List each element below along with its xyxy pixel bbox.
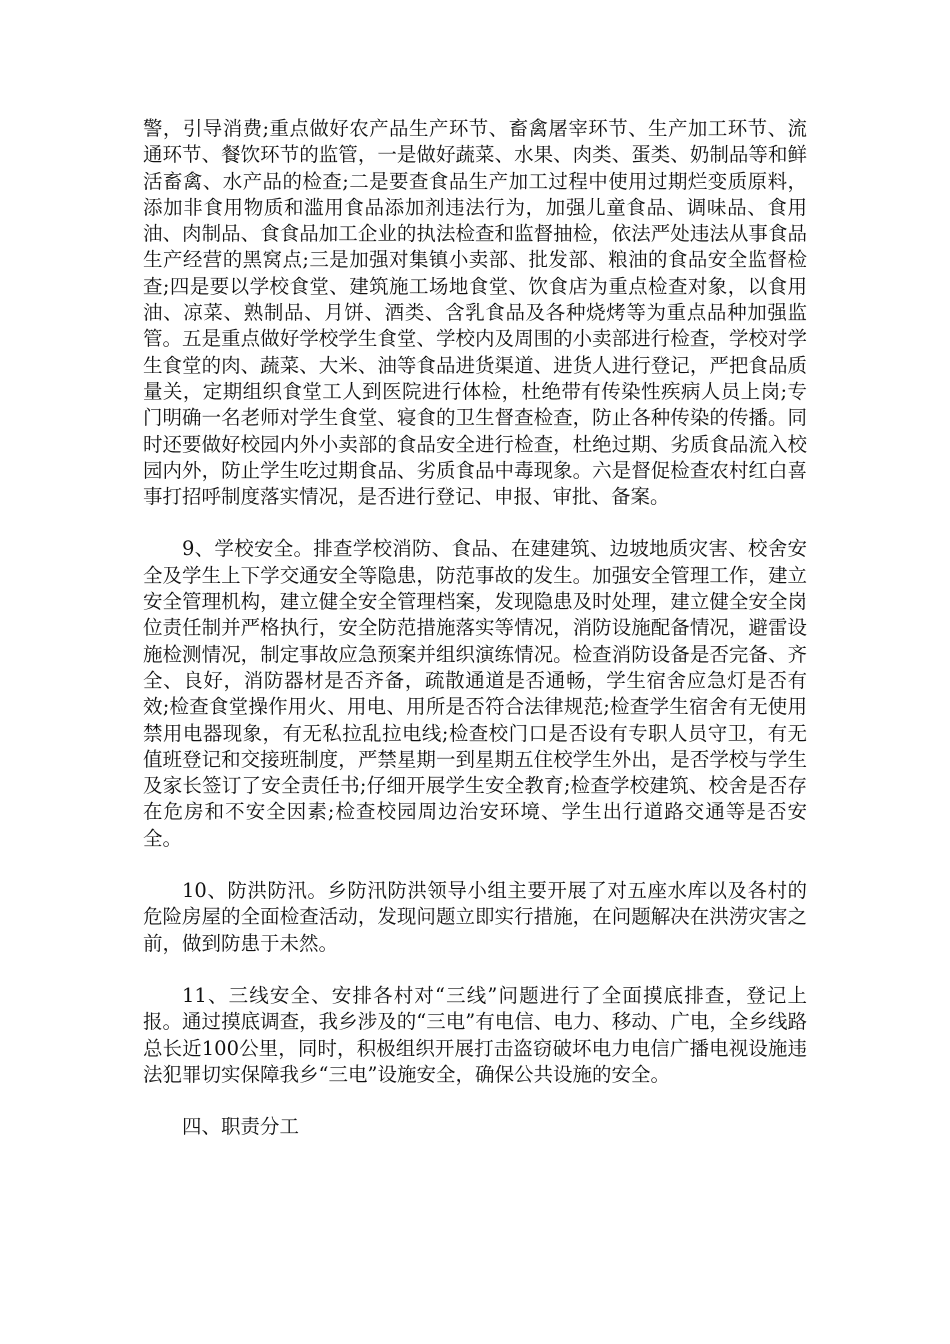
paragraph-food-safety: 警，引导消费;重点做好农产品生产环节、畜禽屠宰环节、生产加工环节、流通环节、餐饮环节的监管，一是做好蔬菜、水果、肉类、蛋类、奶制品等和鲜活畜禽、水产品的检查;二是要查食品生产加工过程中使用过期烂变质原料，添加非食用物质和滥用食品添加剂违法行为，加强儿童食品、调味品、食用油、肉制品、食食品加工企业的执法检查和监督抽检，依法严处违法从事食品生产经营的黑窝点;三是加强对集镇小卖部、批发部、粮油的食品安全监督检查;四是要以学校食堂、建筑施工场地食堂、饮食店为重点检查对象，以食用油、凉菜、熟制品、月饼、酒类、含乳食品及各种烧烤等为重点品种加强监管。五是重点做好学校学生食堂、学校内及周围的小卖部进行检查，学校对学生食堂的肉、蔬菜、大米、油等食品进货渠道、进货人进行登记，严把食品质量关，定期组织食堂工人到医院进行体检，杜绝带有传染性疾病人员上岗;专门明确一名老师对学生食堂、寝食的卫生督查检查，防止各种传染的传播。同时还要做好校园内外小卖部的食品安全进行检查，杜绝过期、劣质食品流入校园内外，防止学生吃过期食品、劣质食品中毒现象。六是督促检查农村红白喜事打招呼制度落实情况，是否进行登记、申报、审批、备案。 bbox=[143, 117, 807, 509]
paragraph-school-safety: 9、学校安全。排查学校消防、食品、在建建筑、边坡地质灾害、校舍安全及学生上下学交通安全等隐患，防范事故的发生。加强安全管理工作，建立安全管理机构，建立健全安全管理档案，发现隐患及时处理，建立健全安全岗位责任制并严格执行，安全防范措施落实等情况，消防设施配备情况，避雷设施检测情况，制定事故应急预案并组织演练情况。检查消防设备是否完备、齐全、良好，消防器材是否齐备，疏散通道是否通畅，学生宿舍应急灯是否有效;检查食堂操作用火、用电、用所是否符合法律规范;检查学生宿舍有无使用禁用电器现象，有无私拉乱拉电线;检查校门口是否设有专职人员守卫，有无值班登记和交接班制度，严禁星期一到星期五住校学生外出，是否学校与学生及家长签订了安全责任书;仔细开展学生安全教育;检查学校建筑、校舍是否存在危房和不安全因素;检查校园周边治安环境、学生出行道路交通等是否安全。 bbox=[143, 537, 807, 850]
section-heading-responsibilities: 四、职责分工 bbox=[182, 1115, 300, 1139]
paragraph-three-lines-safety: 11、三线安全、安排各村对“三线”问题进行了全面摸底排查，登记上报。通过摸底调查，我乡涉及的“三电”有电信、电力、移动、广电，全乡线路总长近100公里，同时，积极组织开展打击盗窃破坏电力电信广播电视设施违法犯罪切实保障我乡“三电”设施安全，确保公共设施的安全。 bbox=[143, 983, 807, 1086]
document-page bbox=[143, 116, 807, 1140]
paragraph-flood-control: 10、防洪防汛。乡防汛防洪领导小组主要开展了对五座水库以及各村的危险房屋的全面检查活动，发现问题立即实行措施，在问题解决在洪涝灾害之前，做到防患于未然。 bbox=[143, 879, 807, 955]
